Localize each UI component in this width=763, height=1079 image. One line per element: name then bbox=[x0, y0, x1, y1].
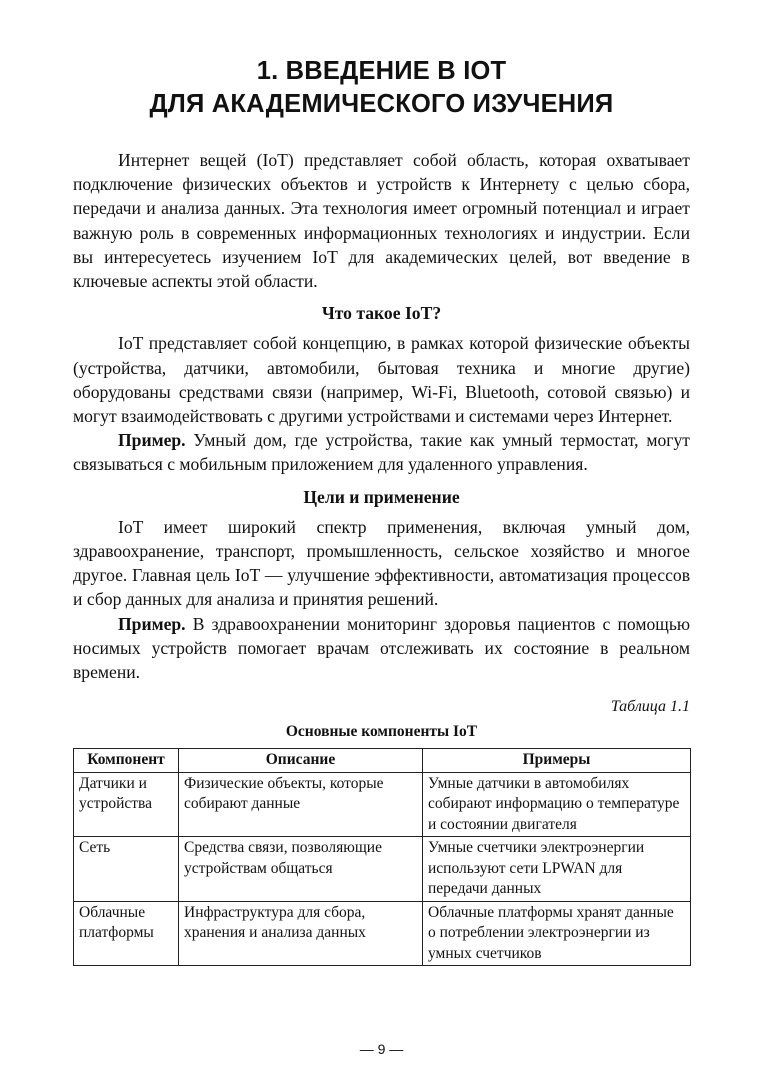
example-label: Пример. bbox=[118, 430, 186, 451]
components-table bbox=[73, 748, 691, 966]
table-cell-component: Датчики и устройства bbox=[74, 772, 179, 837]
table-number: Таблица 1.1 bbox=[610, 698, 690, 716]
header-description: Описание bbox=[179, 749, 423, 773]
table-title: Основные компоненты IoT bbox=[285, 723, 478, 741]
table-cell-component: Облачные платформы bbox=[74, 901, 179, 966]
section-heading-what-is-iot: Что такое IoT? bbox=[321, 303, 442, 324]
goals-paragraph: IoT имеет широкий спектр применения, включая умный дом, здравоохранение, транспорт, промышленность, сельское хозяйство и многое другое. Главная цель IoT — улучшение эффективности, автоматизация процессов и сбор данных для анализа и принятия решений. bbox=[73, 516, 690, 610]
table-row bbox=[74, 901, 691, 966]
table-cell-examples: Облачные платформы хранят данные о потреблении электроэнергии из умных счетчиков bbox=[423, 901, 691, 966]
table-cell-description: Инфраструктура для сбора, хранения и анализа данных bbox=[179, 901, 423, 966]
header-component: Компонент bbox=[74, 749, 179, 773]
intro-paragraph: Интернет вещей (IoT) представляет собой область, которая охватывает подключение физических объектов и устройств к Интернету с целью сбора, передачи и анализа данных. Эта технология имеет огромный потенциал и играет важную роль в современных информационных технологиях и индустрии. Если вы интересуетесь изучением IoT для академических целей, вот введение в ключевые аспекты этой области. bbox=[73, 150, 690, 292]
table-cell-examples: Умные датчики в автомобилях собирают информацию о температуре и состоянии двигателя bbox=[423, 772, 691, 837]
chapter-title bbox=[73, 55, 690, 121]
table-cell-examples: Умные счетчики электроэнергии используют сети LPWAN для передачи данных bbox=[423, 837, 691, 902]
example-text: Умный дом, где устройства, такие как умный термостат, могут связываться с мобильным приложением для удаленного управления. bbox=[73, 430, 690, 475]
page-number: — 9 — bbox=[359, 1041, 404, 1057]
table-row bbox=[74, 772, 691, 837]
chapter-title-line2: ДЛЯ АКАДЕМИЧЕСКОГО ИЗУЧЕНИЯ bbox=[149, 90, 614, 118]
section-heading-goals: Цели и применение bbox=[303, 486, 460, 507]
what-is-iot-paragraph: IoT представляет собой концепцию, в рамках которой физические объекты (устройства, датчики, автомобили, бытовая техника и многие другие) оборудованы средствами связи (например, Wi-Fi, Bluetooth, сотовой связью) и могут взаимодействовать с другими устройствами и системами через Интернет. bbox=[73, 333, 690, 427]
table-cell-description: Средства связи, позволяющие устройствам общаться bbox=[179, 837, 423, 902]
header-examples: Примеры bbox=[423, 749, 691, 773]
example-label: Пример. bbox=[118, 613, 186, 634]
table-row bbox=[74, 837, 691, 902]
table-cell-description: Физические объекты, которые собирают данные bbox=[179, 772, 423, 837]
what-is-iot-example bbox=[73, 428, 690, 476]
goals-example bbox=[73, 612, 690, 685]
chapter-title-line1: 1. ВВЕДЕНИЕ В IOT bbox=[256, 57, 507, 85]
table-cell-component: Сеть bbox=[74, 837, 179, 902]
example-text: В здравоохранении мониторинг здоровья пациентов с помощью носимых устройств помогает врачам отслеживать их состояние в реальном времени. bbox=[73, 613, 690, 683]
page-content bbox=[73, 55, 690, 966]
table-header-row bbox=[74, 749, 691, 773]
